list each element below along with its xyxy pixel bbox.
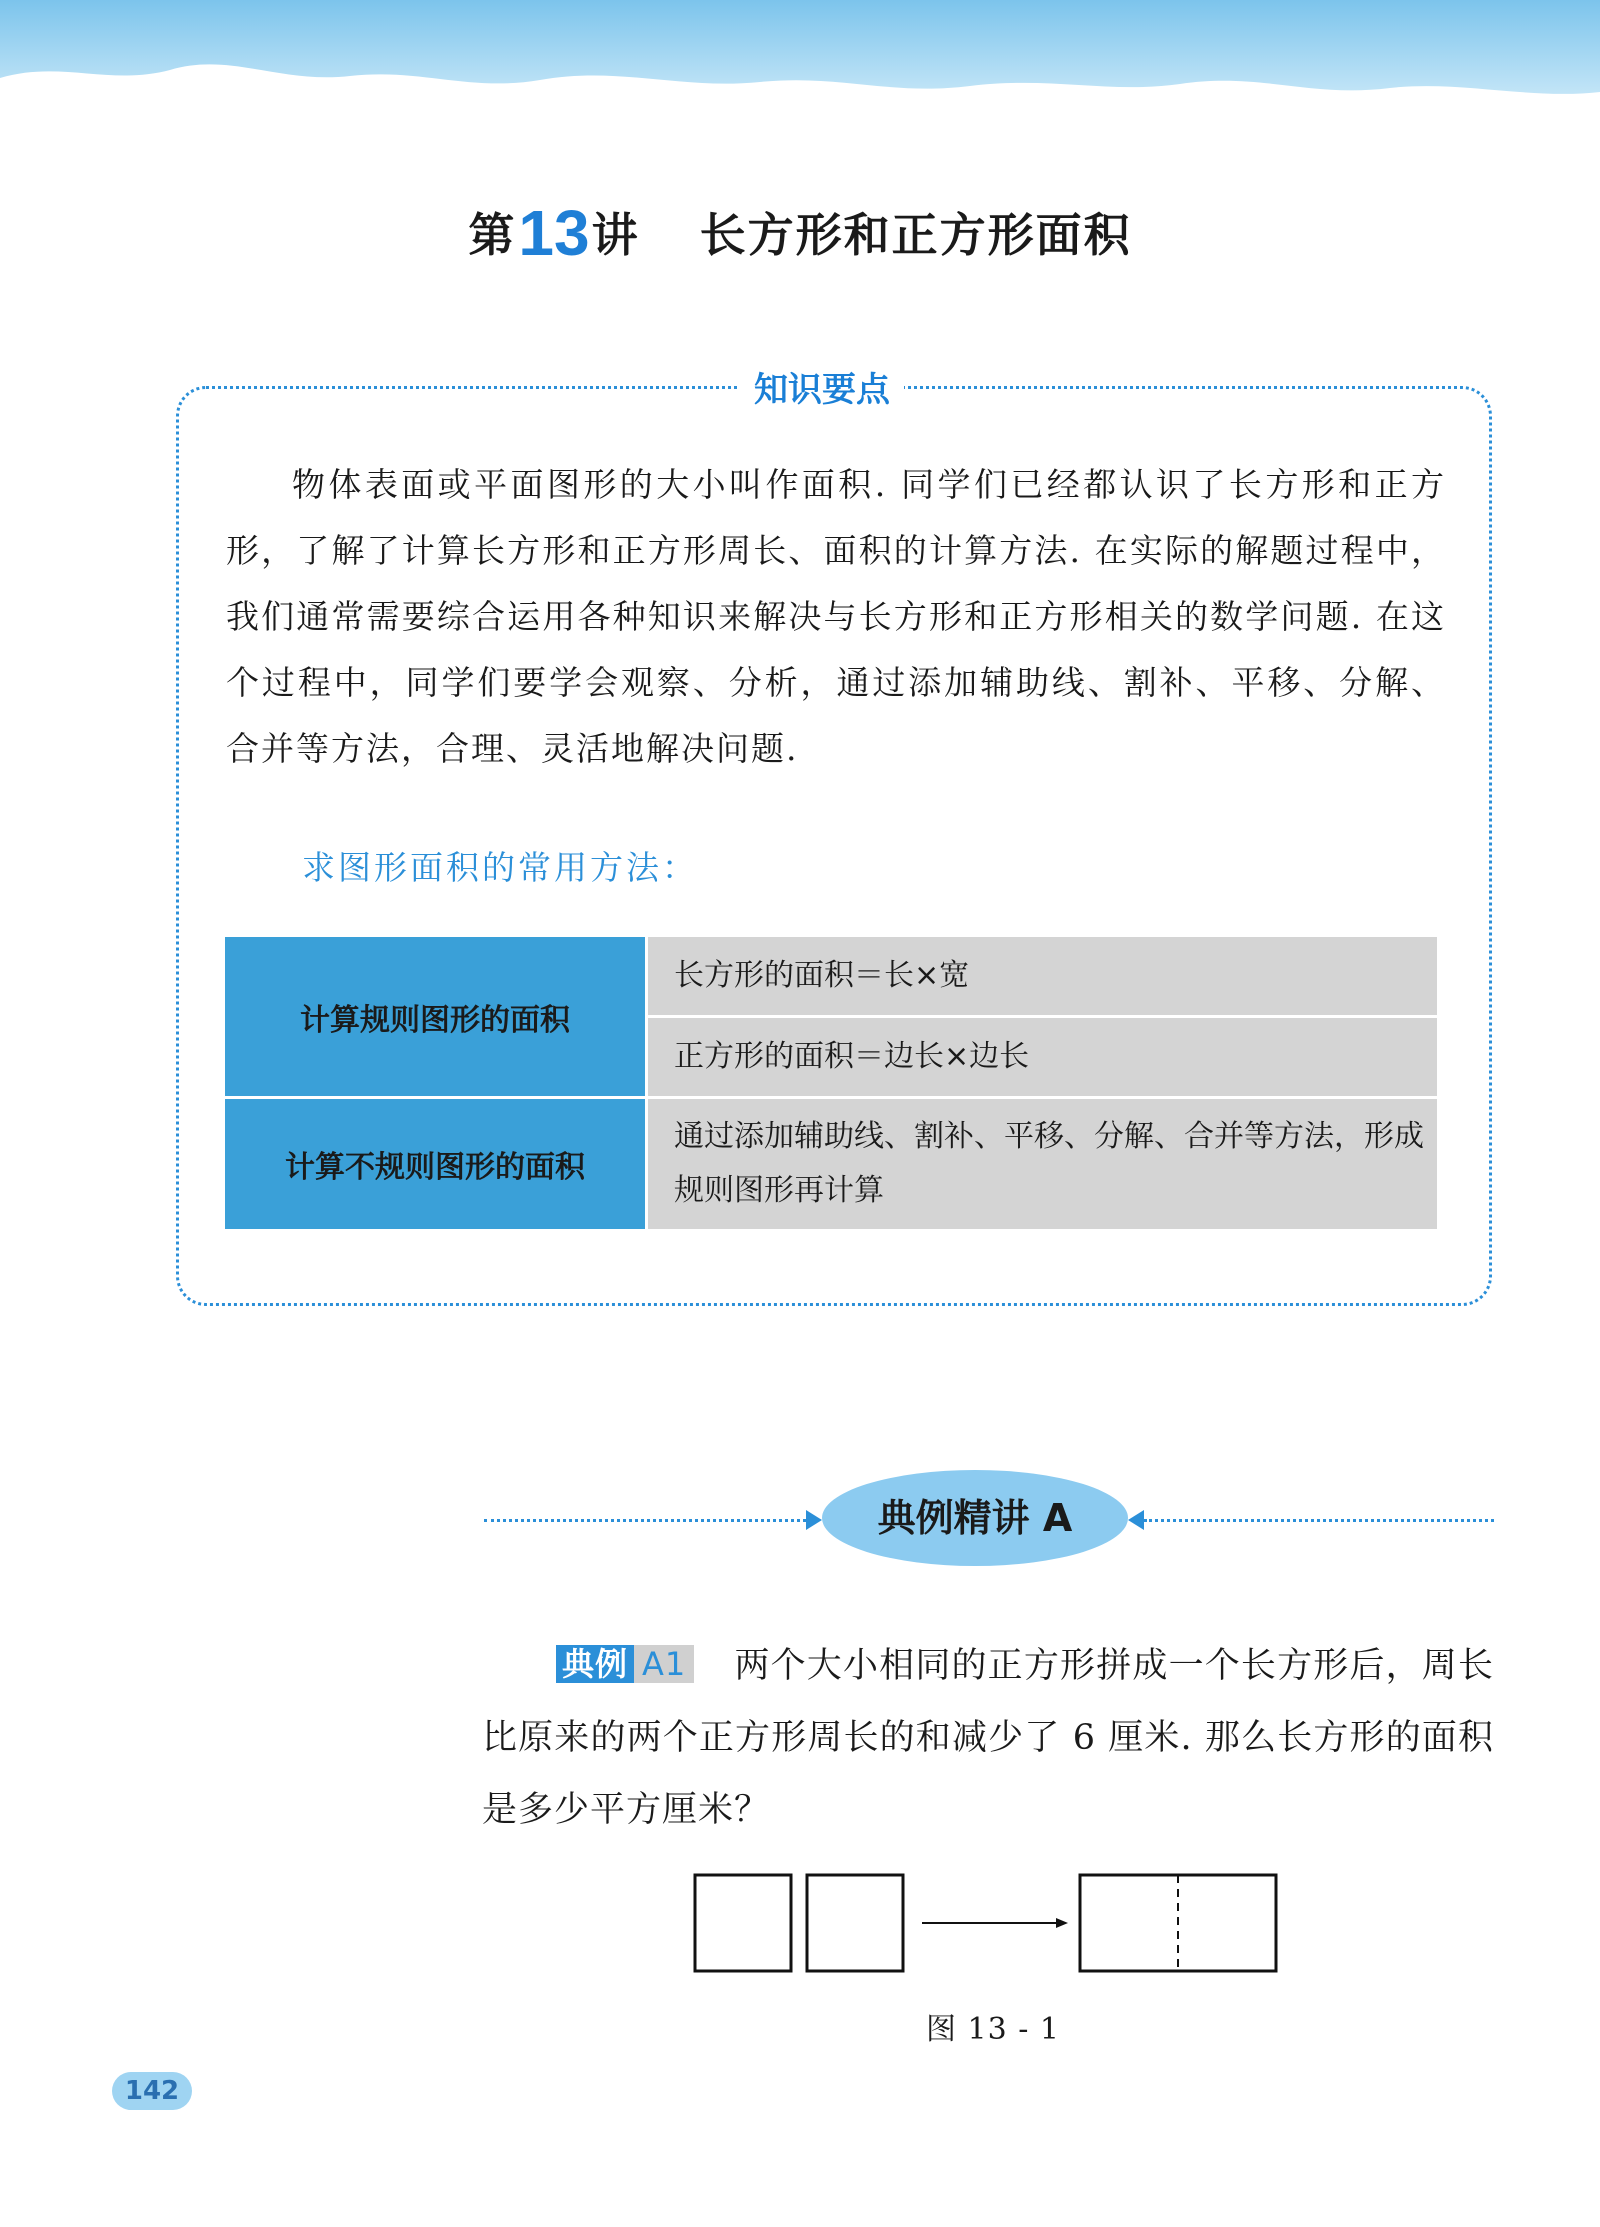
- square-right: [807, 1875, 903, 1971]
- example-question: 两个大小相同的正方形拼成一个长方形后，周长比原来的两个正方形周长的和减少了 6 厘米. 那么长方形的面积是多少平方厘米？: [482, 1646, 1494, 1830]
- lecture-number: 13: [518, 197, 590, 269]
- knowledge-paragraph: 物体表面或平面图形的大小叫作面积. 同学们已经都认识了长方形和正方形，了解了计算长方形和正方形周长、面积的计算方法. 在实际的解题过程中，我们通常需要综合运用各种知识来解决与长方形和正方形相关的数学问题. 在这个过程中，同学们要学会观察、分析，通过添加辅助线、割补、平移、分解、合并等方法，合理、灵活地解决问题.: [226, 465, 1446, 768]
- figure-13-1: [690, 1870, 1290, 1990]
- irregular-method: 通过添加辅助线、割补、平移、分解、合并等方法，形成规则图形再计算: [647, 1098, 1439, 1231]
- section-divider-left: [484, 1519, 806, 1522]
- example-tag: [556, 1643, 694, 1685]
- lecture-suffix: 讲: [591, 208, 640, 262]
- rectangle-formula: 长方形的面积＝长×宽: [647, 936, 1439, 1017]
- section-heading-pill: [822, 1470, 1128, 1566]
- arrow-head-icon: [1056, 1918, 1068, 1928]
- example-tag-label: 典例: [556, 1645, 634, 1683]
- lecture-title-text: 长方形和正方形面积: [699, 208, 1132, 262]
- page-number: 142: [112, 2072, 192, 2110]
- table-row: [224, 1098, 1439, 1231]
- methods-table: [222, 934, 1440, 1232]
- section-divider-right: [1144, 1519, 1494, 1522]
- methods-label: 求图形面积的常用方法：: [302, 848, 698, 887]
- irregular-category: 计算不规则图形的面积: [224, 1098, 647, 1231]
- sky-banner: [0, 0, 1600, 120]
- square-left: [695, 1875, 791, 1971]
- example-tag-id: A1: [634, 1645, 694, 1683]
- lecture-title: [0, 196, 1600, 270]
- arrow-right-icon: [806, 1510, 822, 1530]
- table-row: [224, 936, 1439, 1017]
- section-heading: 典例精讲 A: [877, 1496, 1073, 1540]
- lecture-prefix: 第: [468, 208, 517, 262]
- figure-caption: 图 13 - 1: [926, 2012, 1061, 2047]
- knowledge-heading: 知识要点: [740, 362, 904, 411]
- arrow-left-icon: [1128, 1510, 1144, 1530]
- example-text: [482, 1630, 1494, 1846]
- square-formula: 正方形的面积＝边长×边长: [647, 1017, 1439, 1098]
- regular-category: 计算规则图形的面积: [224, 936, 647, 1098]
